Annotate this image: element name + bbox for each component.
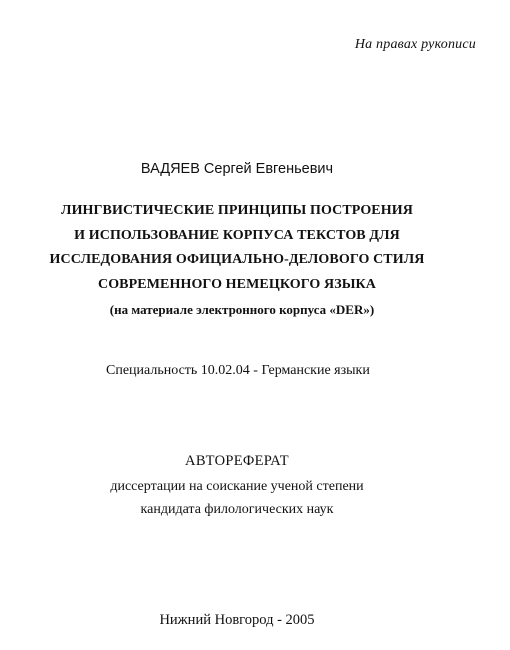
title-line: И ИСПОЛЬЗОВАНИЕ КОРПУСА ТЕКСТОВ ДЛЯ <box>74 227 400 243</box>
author-name: ВАДЯЕВ Сергей Евгеньевич <box>140 161 334 177</box>
document-type: АВТОРЕФЕРАТ <box>185 453 289 469</box>
description-line: кандидата филологических наук <box>140 502 334 517</box>
specialty-line: Специальность 10.02.04 - Германские языки <box>106 363 370 378</box>
title-line: СОВРЕМЕННОГО НЕМЕЦКОГО ЯЗЫКА <box>97 276 376 292</box>
title-line: ИССЛЕДОВАНИЯ ОФИЦИАЛЬНО-ДЕЛОВОГО СТИЛЯ <box>49 252 425 267</box>
title-subtitle: (на материале электронного корпуса «DER») <box>109 302 375 317</box>
dissertation-title <box>0 199 474 297</box>
description-line: диссертации на соискание ученой степени <box>110 479 364 494</box>
place-year: Нижний Новгород - 2005 <box>159 612 315 628</box>
document-description <box>0 475 474 521</box>
rights-note: На правах рукописи <box>354 37 476 52</box>
title-line: ЛИНГВИСТИЧЕСКИЕ ПРИНЦИПЫ ПОСТРОЕНИЯ <box>61 203 413 218</box>
